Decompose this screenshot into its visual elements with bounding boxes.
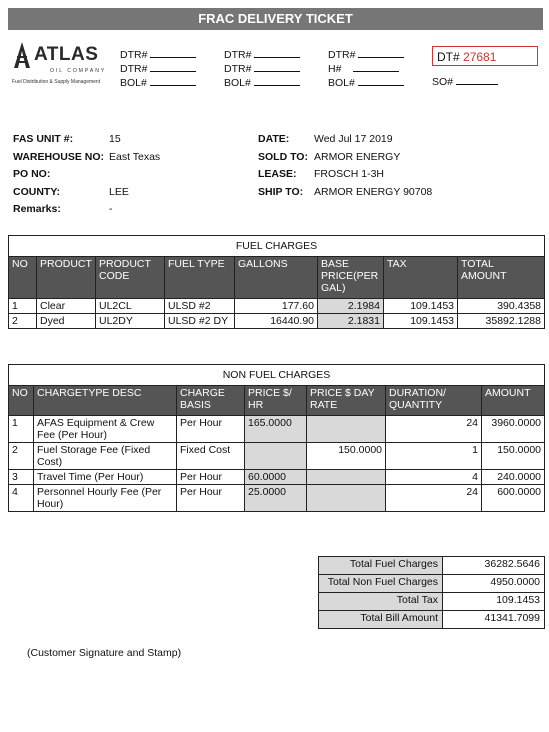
table-cell: 240.0000 bbox=[482, 470, 545, 485]
info-label: PO NO: bbox=[13, 168, 51, 180]
reference-column-1 bbox=[120, 48, 196, 90]
table-cell: Per Hour bbox=[177, 416, 245, 443]
ref-label: BOL# bbox=[328, 77, 355, 89]
logo-subtitle: OIL COMPANY bbox=[50, 68, 107, 74]
page-title: FRAC DELIVERY TICKET bbox=[8, 8, 543, 30]
table-cell: 165.0000 bbox=[245, 416, 307, 443]
table-cell: 4 bbox=[9, 485, 34, 512]
table-cell: Fuel Storage Fee (Fixed Cost) bbox=[34, 443, 177, 470]
ref-label: H# bbox=[328, 63, 342, 75]
so-number bbox=[432, 75, 498, 88]
signature-label: (Customer Signature and Stamp) bbox=[27, 647, 182, 659]
ref-blank[interactable] bbox=[150, 48, 196, 58]
column-header: PRODUCT bbox=[37, 257, 96, 299]
ref-blank[interactable] bbox=[254, 62, 300, 72]
table-cell: Per Hour bbox=[177, 470, 245, 485]
column-header: PRODUCT CODE bbox=[96, 257, 165, 299]
table-cell: 60.0000 bbox=[245, 470, 307, 485]
column-header: CHARGE BASIS bbox=[177, 386, 245, 416]
info-right bbox=[258, 131, 432, 201]
table-row bbox=[9, 485, 545, 512]
summary-value: 36282.5646 bbox=[443, 557, 545, 575]
table-cell: 2 bbox=[9, 314, 37, 329]
table-cell: Personnel Hourly Fee (Per Hour) bbox=[34, 485, 177, 512]
table-cell: 1 bbox=[9, 416, 34, 443]
table-cell: 2.1831 bbox=[318, 314, 384, 329]
info-label: DATE: bbox=[258, 133, 290, 145]
summary-label: Total Tax bbox=[319, 593, 443, 611]
column-header: PRICE $ DAY RATE bbox=[307, 386, 386, 416]
ref-blank[interactable] bbox=[254, 76, 300, 86]
ref-label: DTR# bbox=[328, 49, 356, 61]
summary-row bbox=[319, 611, 545, 629]
table-cell: 35892.1288 bbox=[458, 314, 545, 329]
table-cell: 600.0000 bbox=[482, 485, 545, 512]
info-label: SOLD TO: bbox=[258, 150, 308, 163]
info-left bbox=[13, 131, 160, 219]
table-cell bbox=[245, 443, 307, 470]
ref-blank[interactable] bbox=[358, 48, 404, 58]
ref-label: BOL# bbox=[224, 77, 251, 89]
ref-blank[interactable] bbox=[353, 62, 399, 72]
table-row bbox=[9, 314, 545, 329]
table-cell: 150.0000 bbox=[482, 443, 545, 470]
table-cell: Fixed Cost bbox=[177, 443, 245, 470]
table-cell: 3960.0000 bbox=[482, 416, 545, 443]
table-cell bbox=[307, 470, 386, 485]
dt-label: DT# bbox=[437, 50, 460, 64]
ref-label: DTR# bbox=[120, 49, 148, 61]
table-cell: 177.60 bbox=[235, 299, 318, 314]
column-header: GALLONS bbox=[235, 257, 318, 299]
company-logo bbox=[12, 42, 114, 88]
table-cell: 16440.90 bbox=[235, 314, 318, 329]
summary-row bbox=[319, 557, 545, 575]
table-cell: Dyed bbox=[37, 314, 96, 329]
dt-value: 27681 bbox=[463, 50, 497, 64]
table-cell: 109.1453 bbox=[384, 299, 458, 314]
table-cell bbox=[307, 416, 386, 443]
ref-blank[interactable] bbox=[358, 76, 404, 86]
column-header: PRICE $/ HR bbox=[245, 386, 307, 416]
info-value: ARMOR ENERGY 90708 bbox=[314, 185, 433, 198]
table-cell: 25.0000 bbox=[245, 485, 307, 512]
so-label: SO# bbox=[432, 76, 454, 88]
table-cell: Clear bbox=[37, 299, 96, 314]
table-cell: 3 bbox=[9, 470, 34, 485]
column-header: AMOUNT bbox=[482, 386, 545, 416]
fuel-charges-title: FUEL CHARGES bbox=[9, 236, 545, 257]
summary-label: Total Fuel Charges bbox=[319, 557, 443, 575]
column-header: NO bbox=[9, 257, 37, 299]
ref-label: BOL# bbox=[120, 77, 147, 89]
info-value: LEE bbox=[109, 185, 129, 198]
table-cell: Travel Time (Per Hour) bbox=[34, 470, 177, 485]
ref-label: DTR# bbox=[224, 63, 252, 75]
info-value: Wed Jul 17 2019 bbox=[314, 133, 393, 145]
table-row bbox=[9, 443, 545, 470]
column-header: NO bbox=[9, 386, 34, 416]
column-header: BASE PRICE(PER GAL) bbox=[318, 257, 384, 299]
table-cell: 390.4358 bbox=[458, 299, 545, 314]
table-cell: 150.0000 bbox=[307, 443, 386, 470]
summary-row bbox=[319, 575, 545, 593]
info-value: - bbox=[109, 203, 113, 215]
info-label: Remarks: bbox=[13, 203, 61, 215]
dt-number-box bbox=[432, 46, 538, 66]
reference-column-3 bbox=[328, 48, 404, 90]
ref-label: DTR# bbox=[224, 49, 252, 61]
column-header: DURATION/ QUANTITY bbox=[386, 386, 482, 416]
table-cell: ULSD #2 bbox=[165, 299, 235, 314]
summary-label: Total Bill Amount bbox=[319, 611, 443, 629]
info-label: LEASE: bbox=[258, 168, 297, 180]
table-cell: 24 bbox=[386, 416, 482, 443]
ref-blank[interactable] bbox=[150, 62, 196, 72]
summary-value: 4950.0000 bbox=[443, 575, 545, 593]
table-cell: AFAS Equipment & Crew Fee (Per Hour) bbox=[34, 416, 177, 443]
column-header: CHARGETYPE DESC bbox=[34, 386, 177, 416]
table-cell: 4 bbox=[386, 470, 482, 485]
info-label: WAREHOUSE NO: bbox=[13, 150, 105, 163]
info-label: SHIP TO: bbox=[258, 185, 304, 198]
table-cell: ULSD #2 DY bbox=[165, 314, 235, 329]
table-row bbox=[9, 416, 545, 443]
column-header: TAX bbox=[384, 257, 458, 299]
table-cell: UL2DY bbox=[96, 314, 165, 329]
summary-value: 41341.7099 bbox=[443, 611, 545, 629]
column-header: FUEL TYPE bbox=[165, 257, 235, 299]
info-label: COUNTY: bbox=[13, 185, 61, 198]
table-cell: 109.1453 bbox=[384, 314, 458, 329]
fuel-charges-table bbox=[8, 235, 545, 329]
ref-blank[interactable] bbox=[254, 48, 300, 58]
so-blank[interactable] bbox=[456, 75, 498, 85]
info-value: 15 bbox=[109, 133, 121, 145]
table-cell: Per Hour bbox=[177, 485, 245, 512]
derrick-icon bbox=[12, 42, 32, 68]
table-cell: UL2CL bbox=[96, 299, 165, 314]
table-cell: 24 bbox=[386, 485, 482, 512]
info-value: East Texas bbox=[109, 150, 161, 163]
column-header: TOTAL AMOUNT bbox=[458, 257, 545, 299]
non-fuel-charges-title: NON FUEL CHARGES bbox=[9, 365, 545, 386]
info-value: ARMOR ENERGY bbox=[314, 150, 401, 163]
logo-brand: ATLAS bbox=[34, 44, 99, 65]
info-value: FROSCH 1-3H bbox=[314, 168, 385, 180]
table-cell: 2.1984 bbox=[318, 299, 384, 314]
totals-summary bbox=[318, 556, 545, 629]
table-cell: 1 bbox=[9, 299, 37, 314]
summary-value: 109.1453 bbox=[443, 593, 545, 611]
table-cell: 1 bbox=[386, 443, 482, 470]
reference-column-2 bbox=[224, 48, 300, 90]
ref-blank[interactable] bbox=[150, 76, 196, 86]
table-row bbox=[9, 470, 545, 485]
non-fuel-charges-table bbox=[8, 364, 545, 512]
ref-label: DTR# bbox=[120, 63, 148, 75]
info-label: FAS UNIT #: bbox=[13, 133, 74, 145]
table-cell: 2 bbox=[9, 443, 34, 470]
table-cell bbox=[307, 485, 386, 512]
summary-row bbox=[319, 593, 545, 611]
logo-tagline: Fuel Distribution & Supply Management bbox=[12, 79, 101, 85]
summary-label: Total Non Fuel Charges bbox=[319, 575, 443, 593]
table-row bbox=[9, 299, 545, 314]
